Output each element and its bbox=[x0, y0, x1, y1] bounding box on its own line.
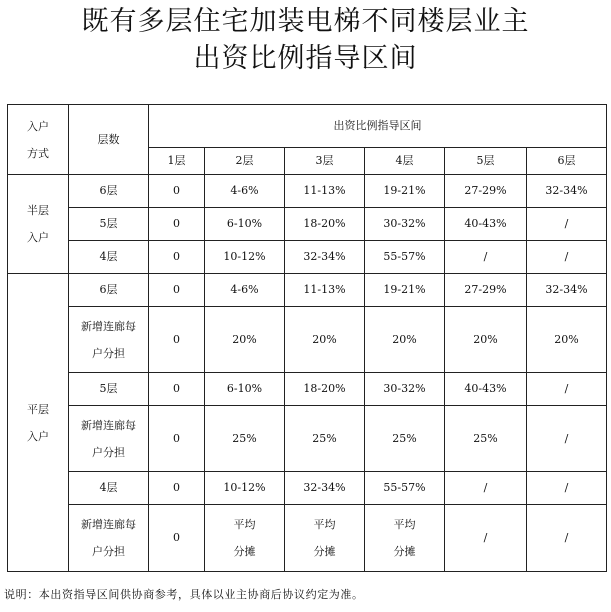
table-row bbox=[8, 406, 607, 472]
cell-value: 27-29% bbox=[445, 175, 527, 208]
header-floor-2: 2层 bbox=[205, 148, 285, 175]
cell-value: 25% bbox=[365, 406, 445, 472]
cell-value: 4-6% bbox=[205, 175, 285, 208]
cell-value: 30-32% bbox=[365, 373, 445, 406]
row-corridor-share: 新增连廊每 户分担 bbox=[69, 505, 149, 572]
row-corridor-share: 新增连廊每 户分担 bbox=[69, 406, 149, 472]
cell-value: 19-21% bbox=[365, 274, 445, 307]
table-row bbox=[8, 373, 607, 406]
cell-value: 6-10% bbox=[205, 208, 285, 241]
row-corridor-share: 新增连廊每 户分担 bbox=[69, 307, 149, 373]
cell-value: 0 bbox=[149, 472, 205, 505]
cell-value: 0 bbox=[149, 373, 205, 406]
cell-value: 27-29% bbox=[445, 274, 527, 307]
cell-value: / bbox=[445, 505, 527, 572]
cell-value: 4-6% bbox=[205, 274, 285, 307]
cell-value: 6-10% bbox=[205, 373, 285, 406]
table-row bbox=[8, 208, 607, 241]
cell-value: 0 bbox=[149, 208, 205, 241]
cell-value: 25% bbox=[445, 406, 527, 472]
cell-value: 25% bbox=[205, 406, 285, 472]
cell-value: 20% bbox=[285, 307, 365, 373]
table-row bbox=[8, 307, 607, 373]
row-floor: 4层 bbox=[69, 241, 149, 274]
cell-value-split: 平均 分摊 bbox=[285, 505, 365, 572]
cell-value: / bbox=[527, 208, 607, 241]
cell-value: / bbox=[445, 472, 527, 505]
cell-value: 40-43% bbox=[445, 208, 527, 241]
cell-value: / bbox=[527, 406, 607, 472]
group-label-flat-floor: 平层 入户 bbox=[8, 274, 69, 572]
cell-value: 32-34% bbox=[527, 274, 607, 307]
table-row bbox=[8, 505, 607, 572]
cell-value: 0 bbox=[149, 274, 205, 307]
cell-value-split: 平均 分摊 bbox=[205, 505, 285, 572]
table-row bbox=[8, 472, 607, 505]
table-row bbox=[8, 241, 607, 274]
cell-value: / bbox=[527, 373, 607, 406]
cell-value: 32-34% bbox=[285, 241, 365, 274]
header-floor-3: 3层 bbox=[285, 148, 365, 175]
cell-value: 40-43% bbox=[445, 373, 527, 406]
header-floors: 层数 bbox=[69, 105, 149, 175]
cell-value: / bbox=[527, 241, 607, 274]
row-floor: 6层 bbox=[69, 274, 149, 307]
cell-value: 10-12% bbox=[205, 241, 285, 274]
contribution-ratio-table bbox=[7, 104, 607, 572]
table-row bbox=[8, 175, 607, 208]
group-label-half-floor: 半层 入户 bbox=[8, 175, 69, 274]
cell-value: 20% bbox=[365, 307, 445, 373]
cell-value: / bbox=[527, 505, 607, 572]
header-floor-1: 1层 bbox=[149, 148, 205, 175]
cell-value: 19-21% bbox=[365, 175, 445, 208]
cell-value: 0 bbox=[149, 175, 205, 208]
cell-value: 32-34% bbox=[285, 472, 365, 505]
document-title-line-2: 出资比例指导区间 bbox=[193, 43, 418, 74]
cell-value: 10-12% bbox=[205, 472, 285, 505]
cell-value: 0 bbox=[149, 241, 205, 274]
cell-value: 20% bbox=[527, 307, 607, 373]
cell-value: 20% bbox=[205, 307, 285, 373]
cell-value: 18-20% bbox=[285, 373, 365, 406]
cell-value: 20% bbox=[445, 307, 527, 373]
row-floor: 4层 bbox=[69, 472, 149, 505]
cell-value: 0 bbox=[149, 307, 205, 373]
cell-value: 11-13% bbox=[285, 175, 365, 208]
footnote: 说明：本出资指导区间供协商参考，具体以业主协商后协议约定为准。 bbox=[4, 588, 364, 601]
cell-value: / bbox=[527, 472, 607, 505]
cell-value: 55-57% bbox=[365, 241, 445, 274]
header-entry-mode: 入户 方式 bbox=[8, 105, 69, 175]
row-floor: 5层 bbox=[69, 373, 149, 406]
cell-value: 30-32% bbox=[365, 208, 445, 241]
cell-value: 55-57% bbox=[365, 472, 445, 505]
cell-value: / bbox=[445, 241, 527, 274]
row-floor: 5层 bbox=[69, 208, 149, 241]
cell-value: 32-34% bbox=[527, 175, 607, 208]
cell-value-split: 平均 分摊 bbox=[365, 505, 445, 572]
cell-value: 0 bbox=[149, 505, 205, 572]
header-floor-5: 5层 bbox=[445, 148, 527, 175]
cell-value: 11-13% bbox=[285, 274, 365, 307]
header-floor-6: 6层 bbox=[527, 148, 607, 175]
cell-value: 25% bbox=[285, 406, 365, 472]
header-floor-4: 4层 bbox=[365, 148, 445, 175]
header-ratio-range: 出资比例指导区间 bbox=[149, 105, 607, 148]
cell-value: 18-20% bbox=[285, 208, 365, 241]
table-row bbox=[8, 274, 607, 307]
row-floor: 6层 bbox=[69, 175, 149, 208]
document-title-line-1: 既有多层住宅加装电梯不同楼层业主 bbox=[81, 6, 530, 37]
cell-value: 0 bbox=[149, 406, 205, 472]
